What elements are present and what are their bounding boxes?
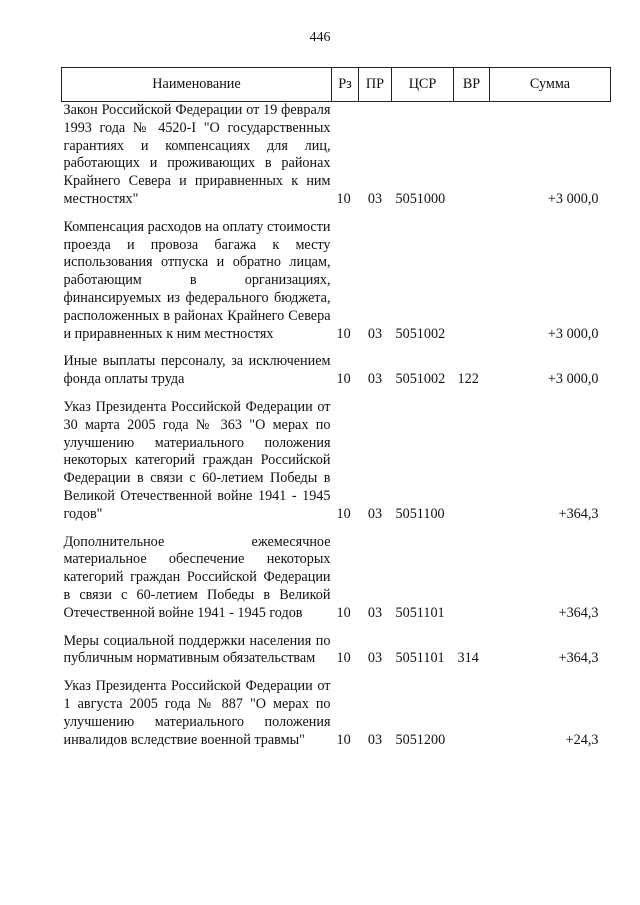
row-pr: 03: [367, 325, 383, 342]
table-row: [62, 102, 611, 209]
header-pr: ПР: [359, 68, 392, 102]
row-pr: 03: [367, 650, 383, 667]
header-name: Наименование: [62, 68, 332, 102]
row-rz: 10: [336, 731, 351, 748]
budget-table: [61, 67, 611, 749]
row-vr: [454, 389, 490, 524]
row-rz: 10: [336, 190, 351, 207]
header-sum: Сумма: [490, 68, 611, 102]
header-rz: Рз: [332, 68, 359, 102]
table-body: [62, 102, 611, 750]
table-row: [62, 209, 611, 344]
row-csr: 5051000: [395, 190, 446, 207]
row-sum: +3 000,0: [547, 371, 599, 388]
row-csr: 5051002: [395, 371, 446, 388]
row-vr: 314: [457, 650, 479, 667]
row-vr: [454, 668, 490, 749]
row-vr: [454, 524, 490, 623]
row-name: Указ Президента Российской Федерации от 1 августа 2005 года № 887 "О мерах по улучшению материального положения инвалидов вследствие военной травмы": [63, 678, 331, 748]
row-pr: 03: [367, 731, 383, 748]
table-row: [62, 343, 611, 389]
row-rz: 10: [336, 650, 351, 667]
header-row: [62, 68, 611, 102]
row-name: Дополнительное ежемесячное материальное обеспечение некоторых категорий граждан Российской Федерации в связи с 60-летием Победы в Великой Отечественной войне 1941 - 1945 годов: [63, 533, 331, 621]
row-name: Иные выплаты персоналу, за исключением фонда оплаты труда: [63, 353, 331, 388]
row-vr: [454, 102, 490, 209]
row-name: Закон Российской Федерации от 19 февраля 1993 года № 4520-I "О государственных гарантиях и компенсациях для лиц, работающих и проживающих в районах Крайнего Севера и приравненных к ним местностях": [63, 102, 331, 207]
table-row: [62, 524, 611, 623]
row-csr: 5051101: [395, 604, 445, 621]
header-csr: ЦСР: [392, 68, 454, 102]
row-name: Указ Президента Российской Федерации от 30 марта 2005 года № 363 "О мерах по улучшению материального положения некоторых категорий граждан Российской Федерации в связи с 60-летием Победы в Великой Отечественной войне 1941 - 1945 годов": [63, 398, 331, 522]
row-pr: 03: [367, 371, 383, 388]
row-csr: 5051100: [395, 505, 445, 522]
row-csr: 5051200: [395, 731, 446, 748]
row-rz: 10: [336, 325, 351, 342]
row-vr: 122: [457, 371, 479, 388]
row-sum: +3 000,0: [547, 325, 599, 342]
row-sum: +364,3: [558, 604, 599, 621]
row-sum: +3 000,0: [547, 190, 599, 207]
table-header: [62, 68, 611, 102]
table-row: [62, 389, 611, 524]
table-row: [62, 668, 611, 749]
row-sum: +364,3: [558, 505, 599, 522]
row-pr: 03: [367, 190, 383, 207]
row-rz: 10: [336, 371, 351, 388]
row-rz: 10: [336, 604, 351, 621]
row-vr: [454, 209, 490, 344]
row-sum: +364,3: [558, 650, 599, 667]
row-csr: 5051101: [395, 650, 445, 667]
row-pr: 03: [367, 604, 383, 621]
row-name: Компенсация расходов на оплату стоимости проезда и провоза багажа к месту использования отпуска и обратно лицам, работающим в организациях, финансируемых из федерального бюджета, расположенных в районах Крайнего Севера и приравненных к ним местностях: [63, 218, 331, 342]
row-pr: 03: [367, 505, 383, 522]
page-number: 446: [309, 30, 331, 45]
row-sum: +24,3: [565, 731, 599, 748]
header-vr: ВР: [454, 68, 490, 102]
row-name: Меры социальной поддержки населения по публичным нормативным обязательствам: [63, 632, 331, 667]
table-row: [62, 623, 611, 669]
row-csr: 5051002: [395, 325, 446, 342]
row-rz: 10: [336, 505, 351, 522]
